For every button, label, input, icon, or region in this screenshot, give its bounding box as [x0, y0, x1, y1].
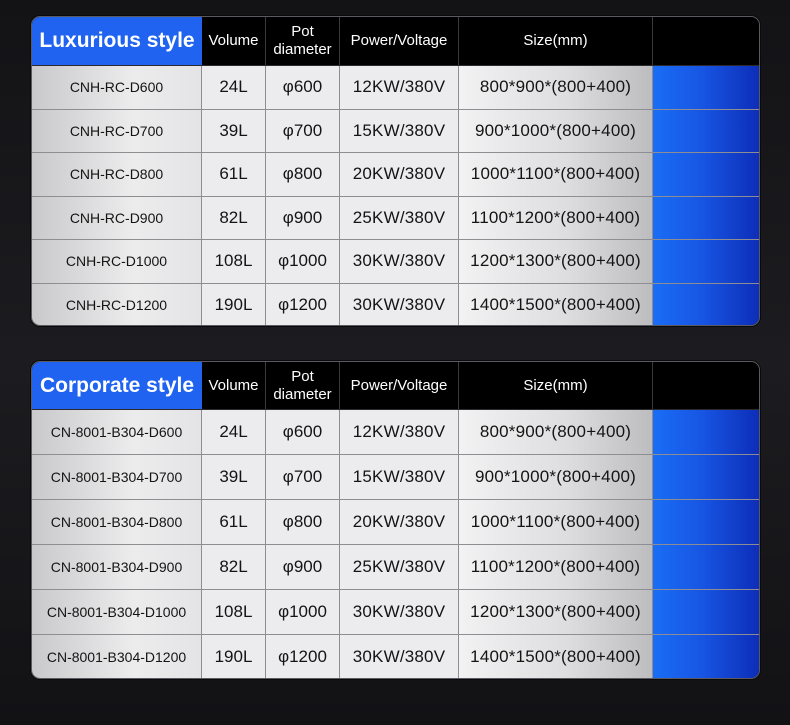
volume-cell: 39L: [202, 455, 266, 499]
power-voltage-cell: 20KW/380V: [340, 153, 459, 196]
accent-cell: [653, 590, 759, 634]
model-cell: CNH-RC-D700: [32, 110, 202, 153]
size-cell: 800*900*(800+400): [459, 66, 653, 109]
pot-diameter-cell: φ600: [266, 410, 340, 454]
model-cell: CNH-RC-D800: [32, 153, 202, 196]
size-cell: 1000*1100*(800+400): [459, 153, 653, 196]
pot-diameter-cell: φ700: [266, 455, 340, 499]
style-title: Corporate style: [32, 362, 202, 409]
power-voltage-cell: 15KW/380V: [340, 455, 459, 499]
accent-cell: [653, 153, 759, 196]
pot-header-line1: Pot: [291, 367, 314, 385]
model-cell: CN-8001-B304-D800: [32, 500, 202, 544]
size-cell: 1400*1500*(800+400): [459, 284, 653, 327]
power-voltage-cell: 15KW/380V: [340, 110, 459, 153]
pot-diameter-cell: φ800: [266, 153, 340, 196]
volume-cell: 82L: [202, 545, 266, 589]
pot-diameter-cell: φ1200: [266, 284, 340, 327]
table-row: [32, 589, 759, 634]
blank-header-cell: [653, 362, 759, 409]
power-voltage-cell: 12KW/380V: [340, 66, 459, 109]
model-cell: CN-8001-B304-D600: [32, 410, 202, 454]
power-voltage-cell: 30KW/380V: [340, 635, 459, 679]
size-cell: 800*900*(800+400): [459, 410, 653, 454]
volume-cell: 190L: [202, 635, 266, 679]
table-header: [32, 362, 759, 410]
volume-header: Volume: [202, 362, 266, 409]
pot-diameter-cell: φ1000: [266, 590, 340, 634]
accent-cell: [653, 197, 759, 240]
power-voltage-cell: 12KW/380V: [340, 410, 459, 454]
power-voltage-header: Power/Voltage: [340, 17, 459, 65]
model-cell: CNH-RC-D900: [32, 197, 202, 240]
power-voltage-header: Power/Voltage: [340, 362, 459, 409]
power-voltage-cell: 30KW/380V: [340, 284, 459, 327]
size-cell: 1000*1100*(800+400): [459, 500, 653, 544]
pot-diameter-cell: φ1000: [266, 240, 340, 283]
pot-diameter-header: [266, 17, 340, 65]
luxurious-spec-table: [31, 16, 760, 326]
table-row: [32, 283, 759, 327]
volume-cell: 108L: [202, 590, 266, 634]
model-cell: CN-8001-B304-D1000: [32, 590, 202, 634]
size-header: Size(mm): [459, 362, 653, 409]
size-cell: 1100*1200*(800+400): [459, 545, 653, 589]
power-voltage-cell: 20KW/380V: [340, 500, 459, 544]
model-cell: CN-8001-B304-D1200: [32, 635, 202, 679]
table-body: [32, 410, 759, 679]
blank-header-cell: [653, 17, 759, 65]
size-cell: 1200*1300*(800+400): [459, 240, 653, 283]
pot-diameter-cell: φ600: [266, 66, 340, 109]
table-header: [32, 17, 759, 66]
pot-diameter-cell: φ1200: [266, 635, 340, 679]
accent-cell: [653, 66, 759, 109]
table-row: [32, 152, 759, 196]
accent-cell: [653, 240, 759, 283]
table-body: [32, 66, 759, 326]
volume-cell: 108L: [202, 240, 266, 283]
volume-cell: 24L: [202, 410, 266, 454]
accent-cell: [653, 635, 759, 679]
volume-cell: 61L: [202, 500, 266, 544]
pot-header-line2: diameter: [273, 385, 332, 403]
pot-diameter-cell: φ700: [266, 110, 340, 153]
accent-cell: [653, 545, 759, 589]
volume-cell: 82L: [202, 197, 266, 240]
table-row: [32, 410, 759, 454]
size-cell: 1200*1300*(800+400): [459, 590, 653, 634]
size-header: Size(mm): [459, 17, 653, 65]
pot-header-line2: diameter: [273, 41, 332, 58]
accent-cell: [653, 110, 759, 153]
table-row: [32, 109, 759, 153]
corporate-spec-table: [31, 361, 760, 679]
table-row: [32, 66, 759, 109]
table-row: [32, 239, 759, 283]
volume-cell: 39L: [202, 110, 266, 153]
power-voltage-cell: 30KW/380V: [340, 590, 459, 634]
power-voltage-cell: 25KW/380V: [340, 545, 459, 589]
accent-cell: [653, 500, 759, 544]
power-voltage-cell: 25KW/380V: [340, 197, 459, 240]
volume-cell: 190L: [202, 284, 266, 327]
accent-cell: [653, 410, 759, 454]
volume-header: Volume: [202, 17, 266, 65]
table-row: [32, 544, 759, 589]
model-cell: CN-8001-B304-D900: [32, 545, 202, 589]
volume-cell: 61L: [202, 153, 266, 196]
pot-header-line1: Pot: [291, 23, 314, 40]
model-cell: CNH-RC-D1000: [32, 240, 202, 283]
size-cell: 900*1000*(800+400): [459, 110, 653, 153]
table-row: [32, 499, 759, 544]
volume-cell: 24L: [202, 66, 266, 109]
pot-diameter-header: [266, 362, 340, 409]
size-cell: 900*1000*(800+400): [459, 455, 653, 499]
table-row: [32, 454, 759, 499]
size-cell: 1100*1200*(800+400): [459, 197, 653, 240]
model-cell: CNH-RC-D600: [32, 66, 202, 109]
table-row: [32, 196, 759, 240]
size-cell: 1400*1500*(800+400): [459, 635, 653, 679]
table-row: [32, 634, 759, 679]
pot-diameter-cell: φ900: [266, 197, 340, 240]
style-title: Luxurious style: [32, 17, 202, 65]
accent-cell: [653, 455, 759, 499]
model-cell: CN-8001-B304-D700: [32, 455, 202, 499]
pot-diameter-cell: φ900: [266, 545, 340, 589]
model-cell: CNH-RC-D1200: [32, 284, 202, 327]
pot-diameter-cell: φ800: [266, 500, 340, 544]
accent-cell: [653, 284, 759, 327]
power-voltage-cell: 30KW/380V: [340, 240, 459, 283]
